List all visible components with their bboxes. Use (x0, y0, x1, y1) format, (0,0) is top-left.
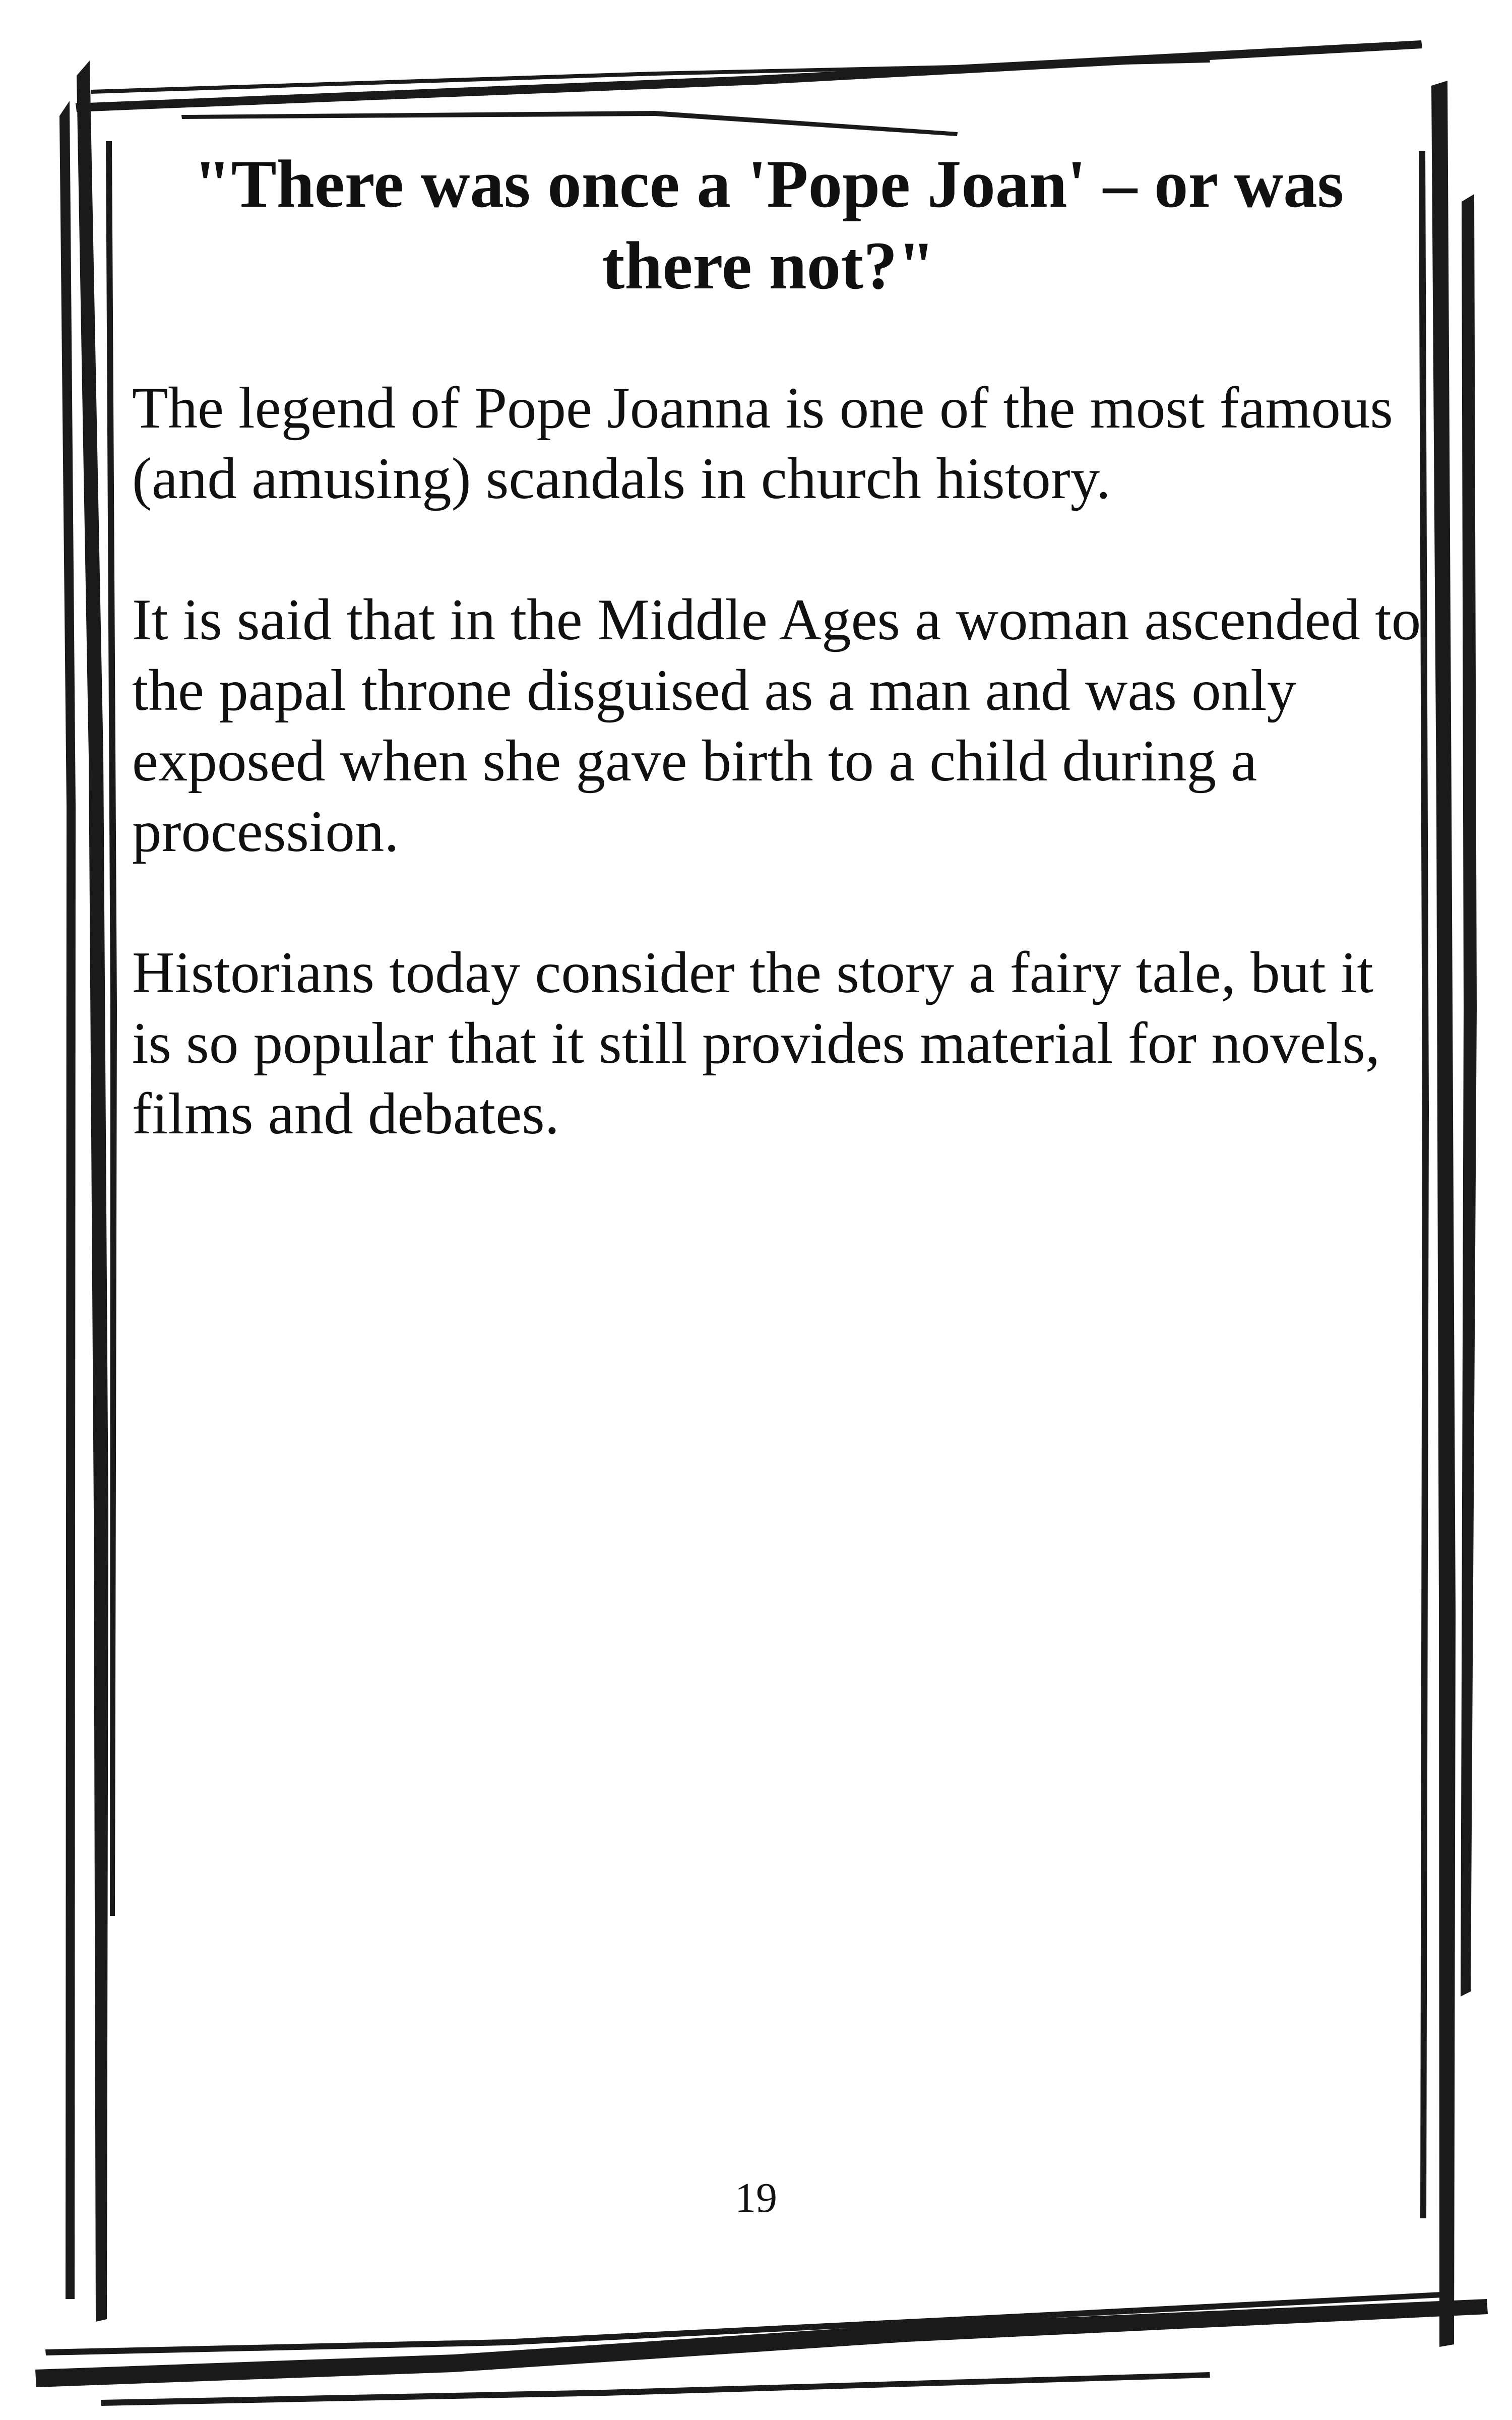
frame-left-stroke (77, 60, 108, 2322)
body-text (132, 373, 1422, 1220)
frame-right-stroke-thin (1461, 194, 1477, 1996)
page-title: "There was once a 'Pope Joan' – or was there not?" (193, 147, 1344, 304)
page-number: 19 (735, 2174, 777, 2221)
frame-right-stroke (1431, 81, 1456, 2347)
paragraph-historians: Historians today consider the story a fairy tale, but it is so popular that it still provides material for novels, films and debates. (132, 940, 1380, 1146)
frame-bottom-stroke (35, 2299, 1488, 2387)
paragraph-intro: The legend of Pope Joanna is one of the most famous (and amusing) scandals in church history. (132, 376, 1393, 511)
frame-top-stroke-accent (181, 111, 958, 136)
paragraph-legend: It is said that in the Middle Ages a woman ascended to the papal throne disguised as a man and was only exposed when she gave birth to a child during a procession. (132, 587, 1421, 864)
frame-left-stroke-thin (59, 101, 76, 2299)
frame-top-stroke (76, 40, 1422, 112)
